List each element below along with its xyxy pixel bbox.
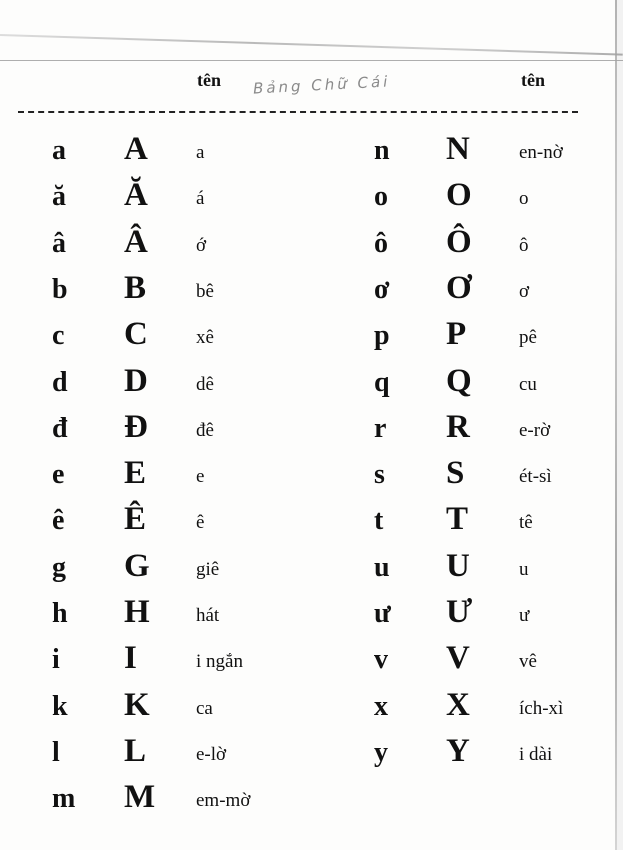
alphabet-row	[0, 686, 623, 735]
uppercase-letter: D	[124, 362, 148, 399]
lowercase-letter: đ	[52, 412, 68, 444]
letter-name: dê	[196, 373, 214, 395]
lowercase-letter: o	[374, 181, 388, 213]
uppercase-letter: Ư	[446, 594, 473, 630]
uppercase-letter: Y	[446, 732, 470, 769]
letter-name: ê	[196, 512, 205, 534]
lowercase-letter: q	[374, 366, 390, 398]
letter-name: tê	[519, 512, 533, 534]
uppercase-letter: Ô	[446, 223, 472, 260]
lowercase-letter: c	[52, 320, 65, 352]
alphabet-row	[0, 408, 623, 457]
uppercase-letter: B	[124, 269, 147, 306]
letter-name: a	[196, 142, 205, 163]
letter-name: pê	[519, 327, 537, 349]
uppercase-letter: A	[124, 131, 148, 167]
lowercase-letter: p	[374, 320, 390, 352]
lowercase-letter: m	[52, 783, 76, 815]
uppercase-letter: R	[446, 408, 470, 445]
uppercase-letter: G	[124, 547, 150, 584]
letter-name: i ngắn	[196, 651, 243, 673]
lowercase-letter: k	[52, 690, 68, 722]
uppercase-letter: S	[446, 455, 465, 492]
lowercase-letter: l	[52, 736, 60, 768]
uppercase-letter: T	[446, 501, 469, 538]
letter-name: ích-xì	[519, 697, 564, 719]
letter-name: xê	[196, 327, 214, 349]
lowercase-letter: â	[52, 227, 66, 259]
lowercase-letter: h	[52, 598, 68, 629]
header-name-label-right: tên	[521, 70, 545, 90]
alphabet-row	[0, 318, 623, 364]
lowercase-letter: ô	[374, 227, 388, 259]
alphabet-row	[0, 642, 623, 688]
alphabet-row	[0, 362, 623, 411]
lowercase-letter: r	[374, 412, 387, 444]
uppercase-letter: I	[124, 640, 137, 677]
uppercase-letter: K	[124, 686, 150, 723]
alphabet-row	[0, 133, 623, 179]
lowercase-letter: a	[52, 135, 66, 166]
lowercase-letter: d	[52, 366, 68, 398]
uppercase-letter: Â	[124, 223, 148, 260]
uppercase-letter: Q	[446, 362, 472, 399]
letter-name: giê	[196, 558, 220, 580]
uppercase-letter: V	[446, 640, 470, 677]
letter-name: ơ	[519, 280, 530, 302]
letter-name: o	[519, 188, 529, 210]
uppercase-letter: U	[446, 547, 470, 584]
lowercase-letter: ă	[52, 181, 66, 213]
lowercase-letter: b	[52, 273, 68, 305]
uppercase-letter: C	[124, 316, 148, 353]
letter-name: hát	[196, 605, 220, 626]
letter-name: á	[196, 188, 205, 210]
letter-name: u	[519, 558, 529, 580]
lowercase-letter: t	[374, 505, 384, 537]
letter-name: ô	[519, 234, 529, 256]
letter-name: i dài	[519, 743, 553, 765]
alphabet-row	[0, 179, 623, 225]
alphabet-row	[0, 223, 623, 272]
uppercase-letter: X	[446, 686, 470, 723]
letter-name: e-lờ	[196, 743, 227, 765]
letter-name: ét-sì	[519, 466, 552, 488]
letter-name: e-rờ	[519, 419, 551, 441]
letter-name: đê	[196, 419, 214, 441]
paper-top-edge	[0, 60, 623, 61]
uppercase-letter: Đ	[124, 408, 148, 445]
uppercase-letter: N	[446, 131, 470, 167]
alphabet-row	[0, 781, 623, 827]
lowercase-letter: s	[374, 459, 385, 491]
uppercase-letter: L	[124, 732, 147, 769]
alphabet-row	[0, 503, 623, 549]
uppercase-letter: Ơ	[446, 269, 472, 306]
letter-name: ớ	[196, 234, 207, 256]
lowercase-letter: x	[374, 690, 388, 722]
alphabet-row	[0, 269, 623, 318]
uppercase-letter: E	[124, 455, 147, 492]
lowercase-letter: i	[52, 644, 60, 676]
paper-fold-line	[0, 34, 623, 56]
alphabet-row	[0, 457, 623, 503]
alphabet-row	[0, 732, 623, 781]
letter-name: ca	[196, 697, 213, 719]
lowercase-letter: y	[374, 736, 388, 768]
letter-name: en-nờ	[519, 142, 563, 163]
letter-name: vê	[519, 651, 537, 673]
lowercase-letter: e	[52, 459, 65, 491]
lowercase-letter: v	[374, 644, 388, 676]
lowercase-letter: ơ	[374, 273, 390, 305]
letter-name: em-mờ	[196, 790, 251, 812]
letter-name: cu	[519, 373, 537, 395]
lowercase-letter: u	[374, 551, 390, 583]
header-name-label-left: tên	[197, 70, 221, 90]
alphabet-row	[0, 596, 623, 642]
lowercase-letter: n	[374, 135, 390, 166]
dashed-divider	[18, 111, 578, 115]
lowercase-letter: g	[52, 551, 66, 583]
alphabet-row	[0, 547, 623, 596]
letter-name: ư	[519, 605, 530, 626]
uppercase-letter: P	[446, 316, 467, 353]
uppercase-letter: O	[446, 177, 472, 214]
lowercase-letter: ư	[374, 598, 391, 629]
handwritten-title: Bảng Chữ Cái	[252, 72, 391, 98]
uppercase-letter: Ă	[124, 177, 148, 214]
lowercase-letter: ê	[52, 505, 65, 537]
letter-name: e	[196, 466, 205, 488]
letter-name: bê	[196, 280, 214, 302]
uppercase-letter: H	[124, 594, 150, 630]
uppercase-letter: Ê	[124, 501, 147, 538]
uppercase-letter: M	[124, 779, 156, 816]
